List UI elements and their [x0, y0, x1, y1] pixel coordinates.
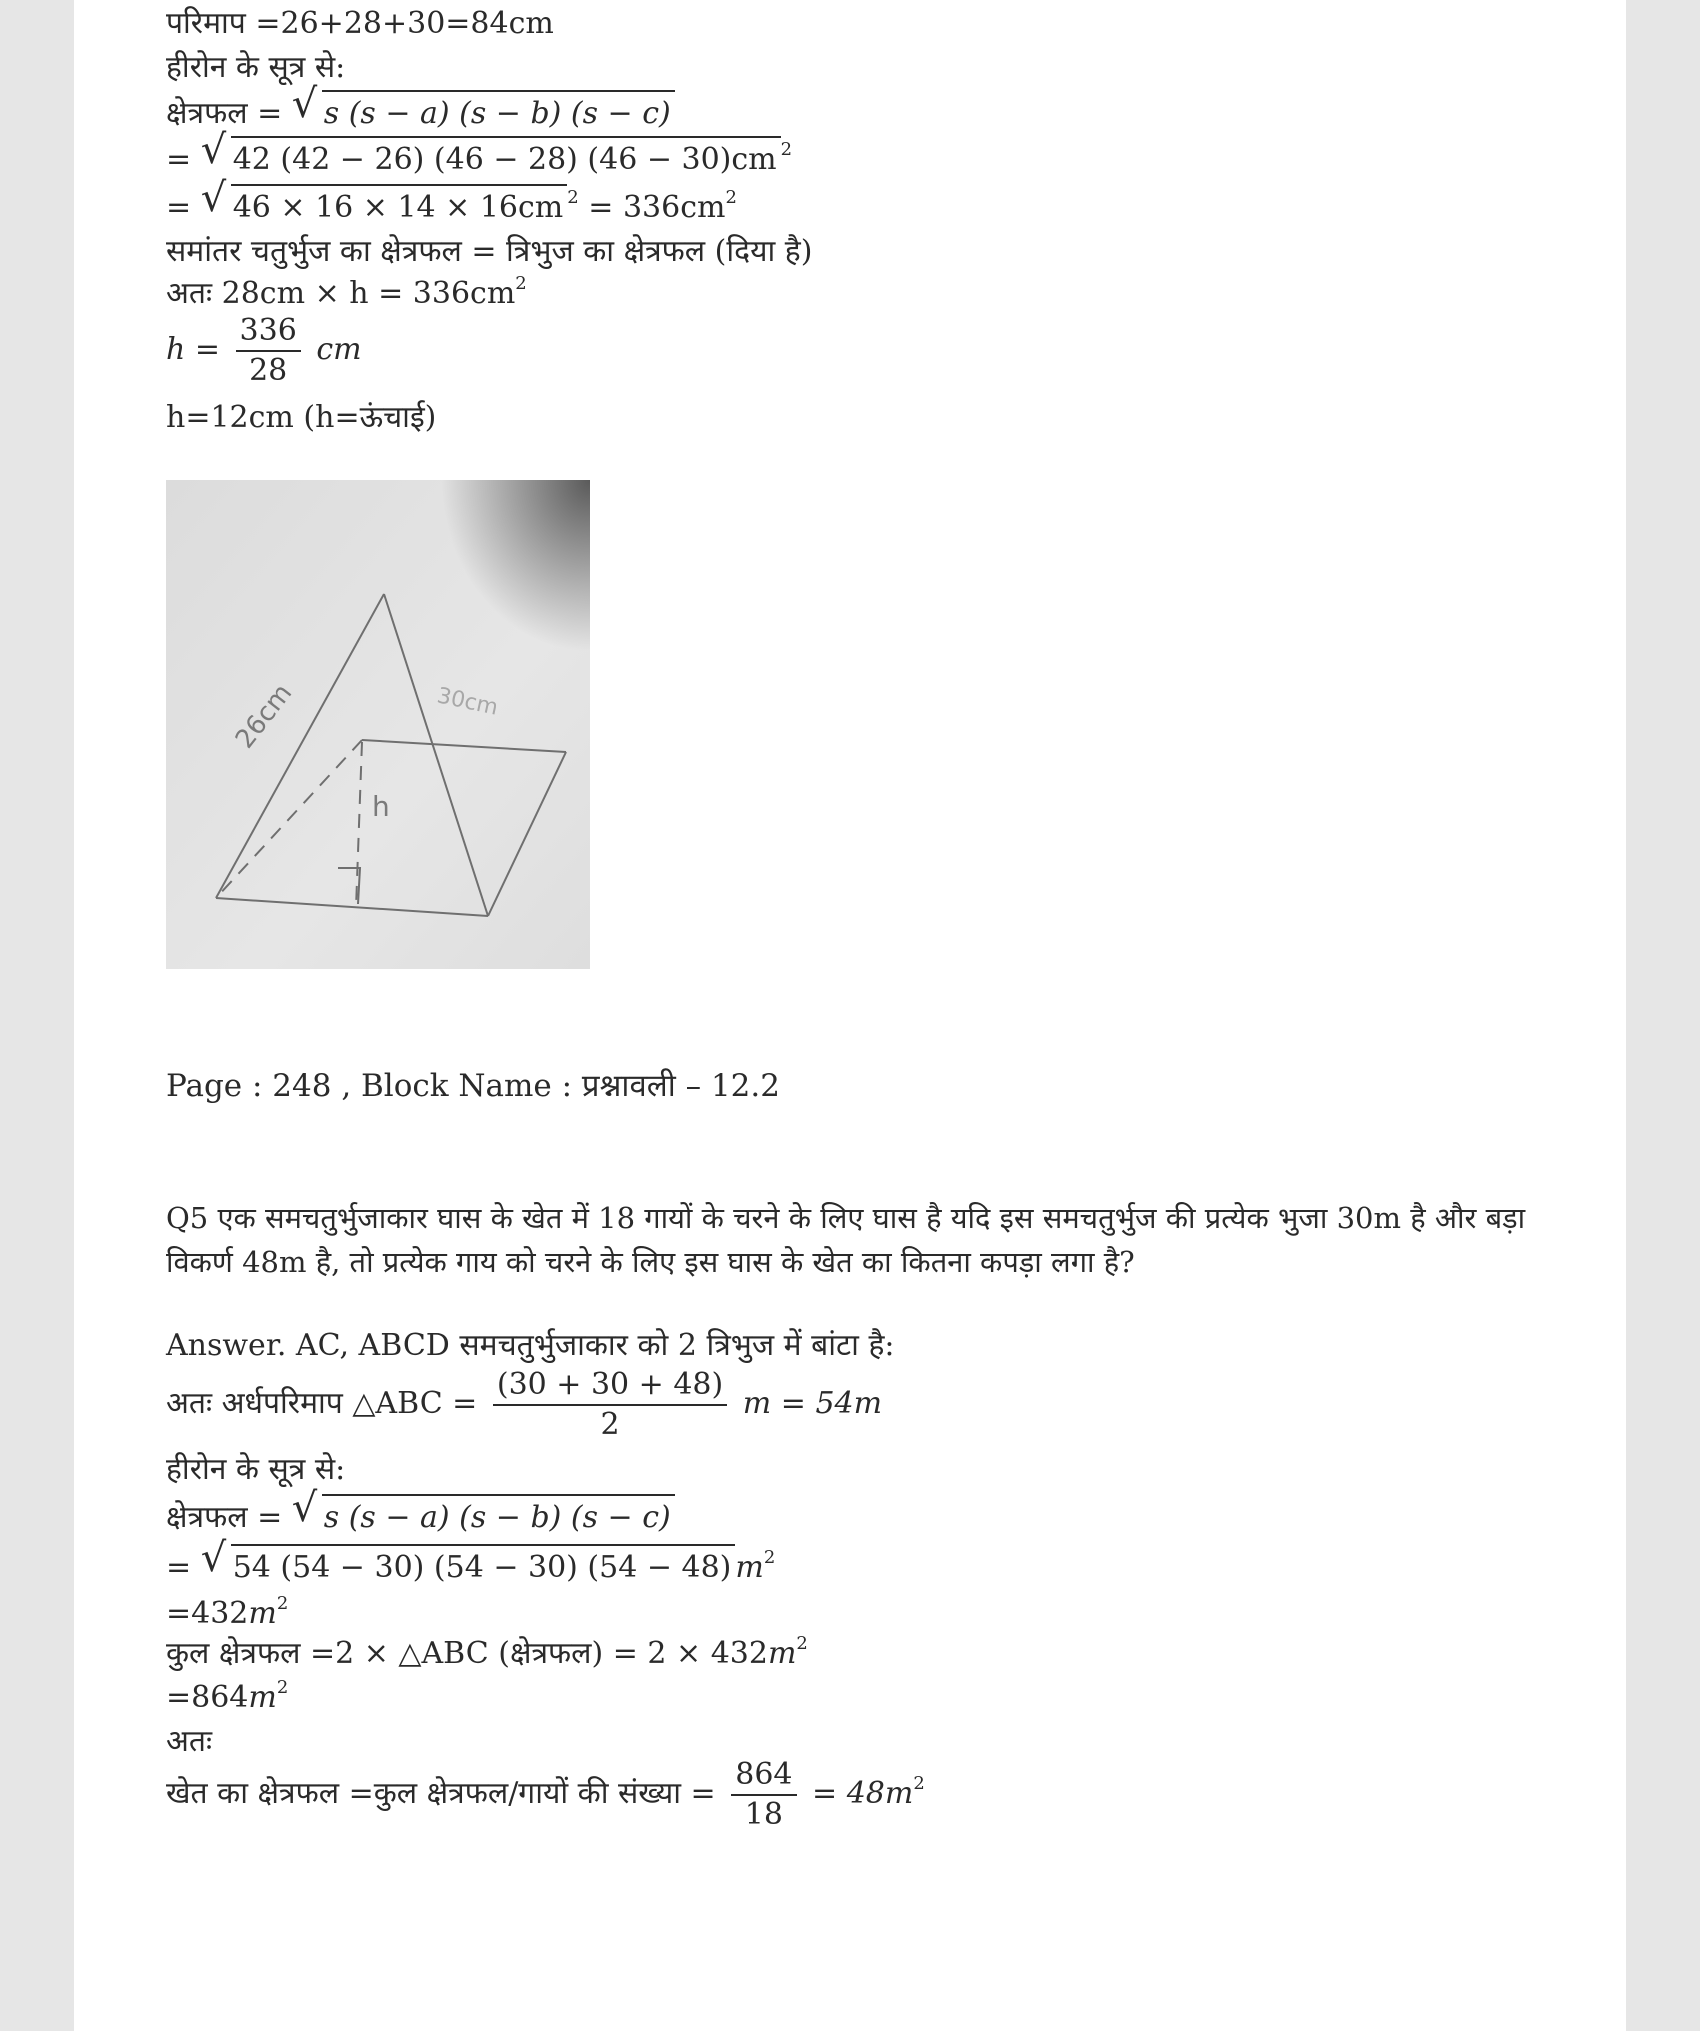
answer-step1-line: = √ 54 (54 − 30) (54 − 30) (54 − 48) $m^2$: [166, 1544, 775, 1588]
page-info: Page : 248 , Block Name : प्रश्नावली – 12.2: [166, 1068, 780, 1104]
semi-label: अतः अर्धपरिमाप △ABC =: [166, 1386, 478, 1421]
h-eq: h =: [166, 332, 220, 367]
answer-sqrt-step1: √ 54 (54 − 30) (54 − 30) (54 − 48): [201, 1544, 736, 1588]
total-result-unit: m: [248, 1680, 277, 1715]
answer-step1-unit: m: [735, 1550, 764, 1585]
question-line-1: Q5 एक समचतुर्भुजाकार घास के खेत में 18 गायों के चरने के लिए घास है यदि इस समचतुर्भुज की प्रत्येक भुजा 30m है और बड़ा: [166, 1201, 1526, 1235]
step2-text: 46 × 16 × 14 × 16cm: [231, 184, 568, 228]
total-unit: m: [767, 1636, 797, 1671]
semi-result: m = 54m: [742, 1386, 883, 1421]
answer-sqrt-formula: √ s (s − a) (s − b) (s − c): [292, 1494, 675, 1538]
total-label: कुल क्षेत्रफल =2 × △ABC (क्षेत्रफल) = 2 × 432: [166, 1636, 768, 1671]
total-area-line: कुल क्षेत्रफल =2 × △ABC (क्षेत्रफल) = $2 \times 432m^2$: [166, 1633, 808, 1671]
step2-result: = 336cm: [588, 190, 726, 225]
h-numerator: 336: [236, 312, 301, 352]
answer-intro: Answer. AC, ABCD समचतुर्भुजाकार को 2 त्रिभुज में बांटा है:: [166, 1328, 895, 1363]
formula-text: s (s − a) (s − b) (s − c): [322, 90, 675, 134]
total-result-line: $=864m^2$: [166, 1677, 289, 1715]
area-label: क्षेत्रफल: [166, 96, 248, 131]
figure-photo: [166, 480, 590, 969]
answer-area-formula: क्षेत्रफल = √ s (s − a) (s − b) (s − c): [166, 1494, 675, 1538]
answer-heron-label: हीरोन के सूत्र से:: [166, 1452, 346, 1487]
perimeter-line: परिमाप =26+28+30=84cm: [166, 6, 554, 41]
equation-text: अतः 28cm × h = 336cm: [166, 276, 516, 311]
h-fraction-line: [166, 312, 362, 390]
final-result: = 48m: [812, 1776, 914, 1811]
step1-text: 42 (42 − 26) (46 − 28) (46 − 30)cm: [231, 136, 781, 180]
answer-step2-line: $=432m^2$: [166, 1593, 289, 1631]
answer-formula-text: s (s − a) (s − b) (s − c): [322, 1494, 675, 1538]
question-line-2: विकर्ण 48m है, तो प्रत्येक गाय को चरने के लिए इस घास के खेत का कितना कपड़ा लगा है?: [166, 1245, 1135, 1279]
semi-numerator: (30 + 30 + 48): [493, 1366, 727, 1406]
sqrt-step1: √ 42 (42 − 26) (46 − 28) (46 − 30)cm: [201, 136, 781, 180]
h-final-line: h=12cm (h=ऊंचाई): [166, 400, 437, 435]
sqrt-step2: √ 46 × 16 × 14 × 16cm: [201, 184, 568, 228]
figure-label-h: h: [372, 790, 390, 823]
semi-denominator: 2: [600, 1407, 620, 1442]
final-label: खेत का क्षेत्रफल =कुल क्षेत्रफल/गायों की संख्या =: [166, 1776, 716, 1811]
semi-fraction: [493, 1366, 727, 1444]
heron-label: हीरोन के सूत्र से:: [166, 50, 346, 85]
final-denominator: 18: [744, 1797, 783, 1832]
final-fraction: [731, 1756, 796, 1834]
sqrt-formula: √ s (s − a) (s − b) (s − c): [292, 90, 675, 134]
area-step2-line: = √ 46 × 16 × 14 × 16cm $^2 = 336cm^2$: [166, 184, 737, 228]
area-step1-line: = √ 42 (42 − 26) (46 − 28) (46 − 30)cm $^2$: [166, 136, 792, 180]
equality-line: समांतर चतुर्भुज का क्षेत्रफल = त्रिभुज का क्षेत्रफल (दिया है): [166, 234, 813, 269]
figure-label-right: 30cm: [434, 683, 501, 721]
ata-line: अतः: [166, 1724, 213, 1759]
answer-step1-text: 54 (54 − 30) (54 − 30) (54 − 48): [231, 1544, 736, 1588]
h-denominator: 28: [249, 353, 288, 388]
answer-step2-text: =432: [166, 1596, 249, 1631]
photo-shadow: [166, 480, 590, 969]
figure-drawing: [166, 480, 590, 969]
h-unit: cm: [316, 332, 362, 367]
final-numerator: 864: [731, 1756, 796, 1796]
area-formula-line: क्षेत्रफल = √ s (s − a) (s − b) (s − c): [166, 90, 675, 134]
equation-line: अतः $28cm \times h = 336cm^2$: [166, 273, 527, 311]
total-result: =864: [166, 1680, 249, 1715]
figure-label-left: 26cm: [229, 678, 299, 755]
h-fraction: [236, 312, 301, 390]
answer-step2-unit: m: [248, 1596, 277, 1631]
semi-perimeter-line: [166, 1366, 882, 1444]
answer-area-label: क्षेत्रफल: [166, 1500, 248, 1535]
final-line: खेत का क्षेत्रफल =कुल क्षेत्रफल/गायों की संख्या = $\frac{864}{18}$ = $48m^2$: [166, 1757, 925, 1832]
